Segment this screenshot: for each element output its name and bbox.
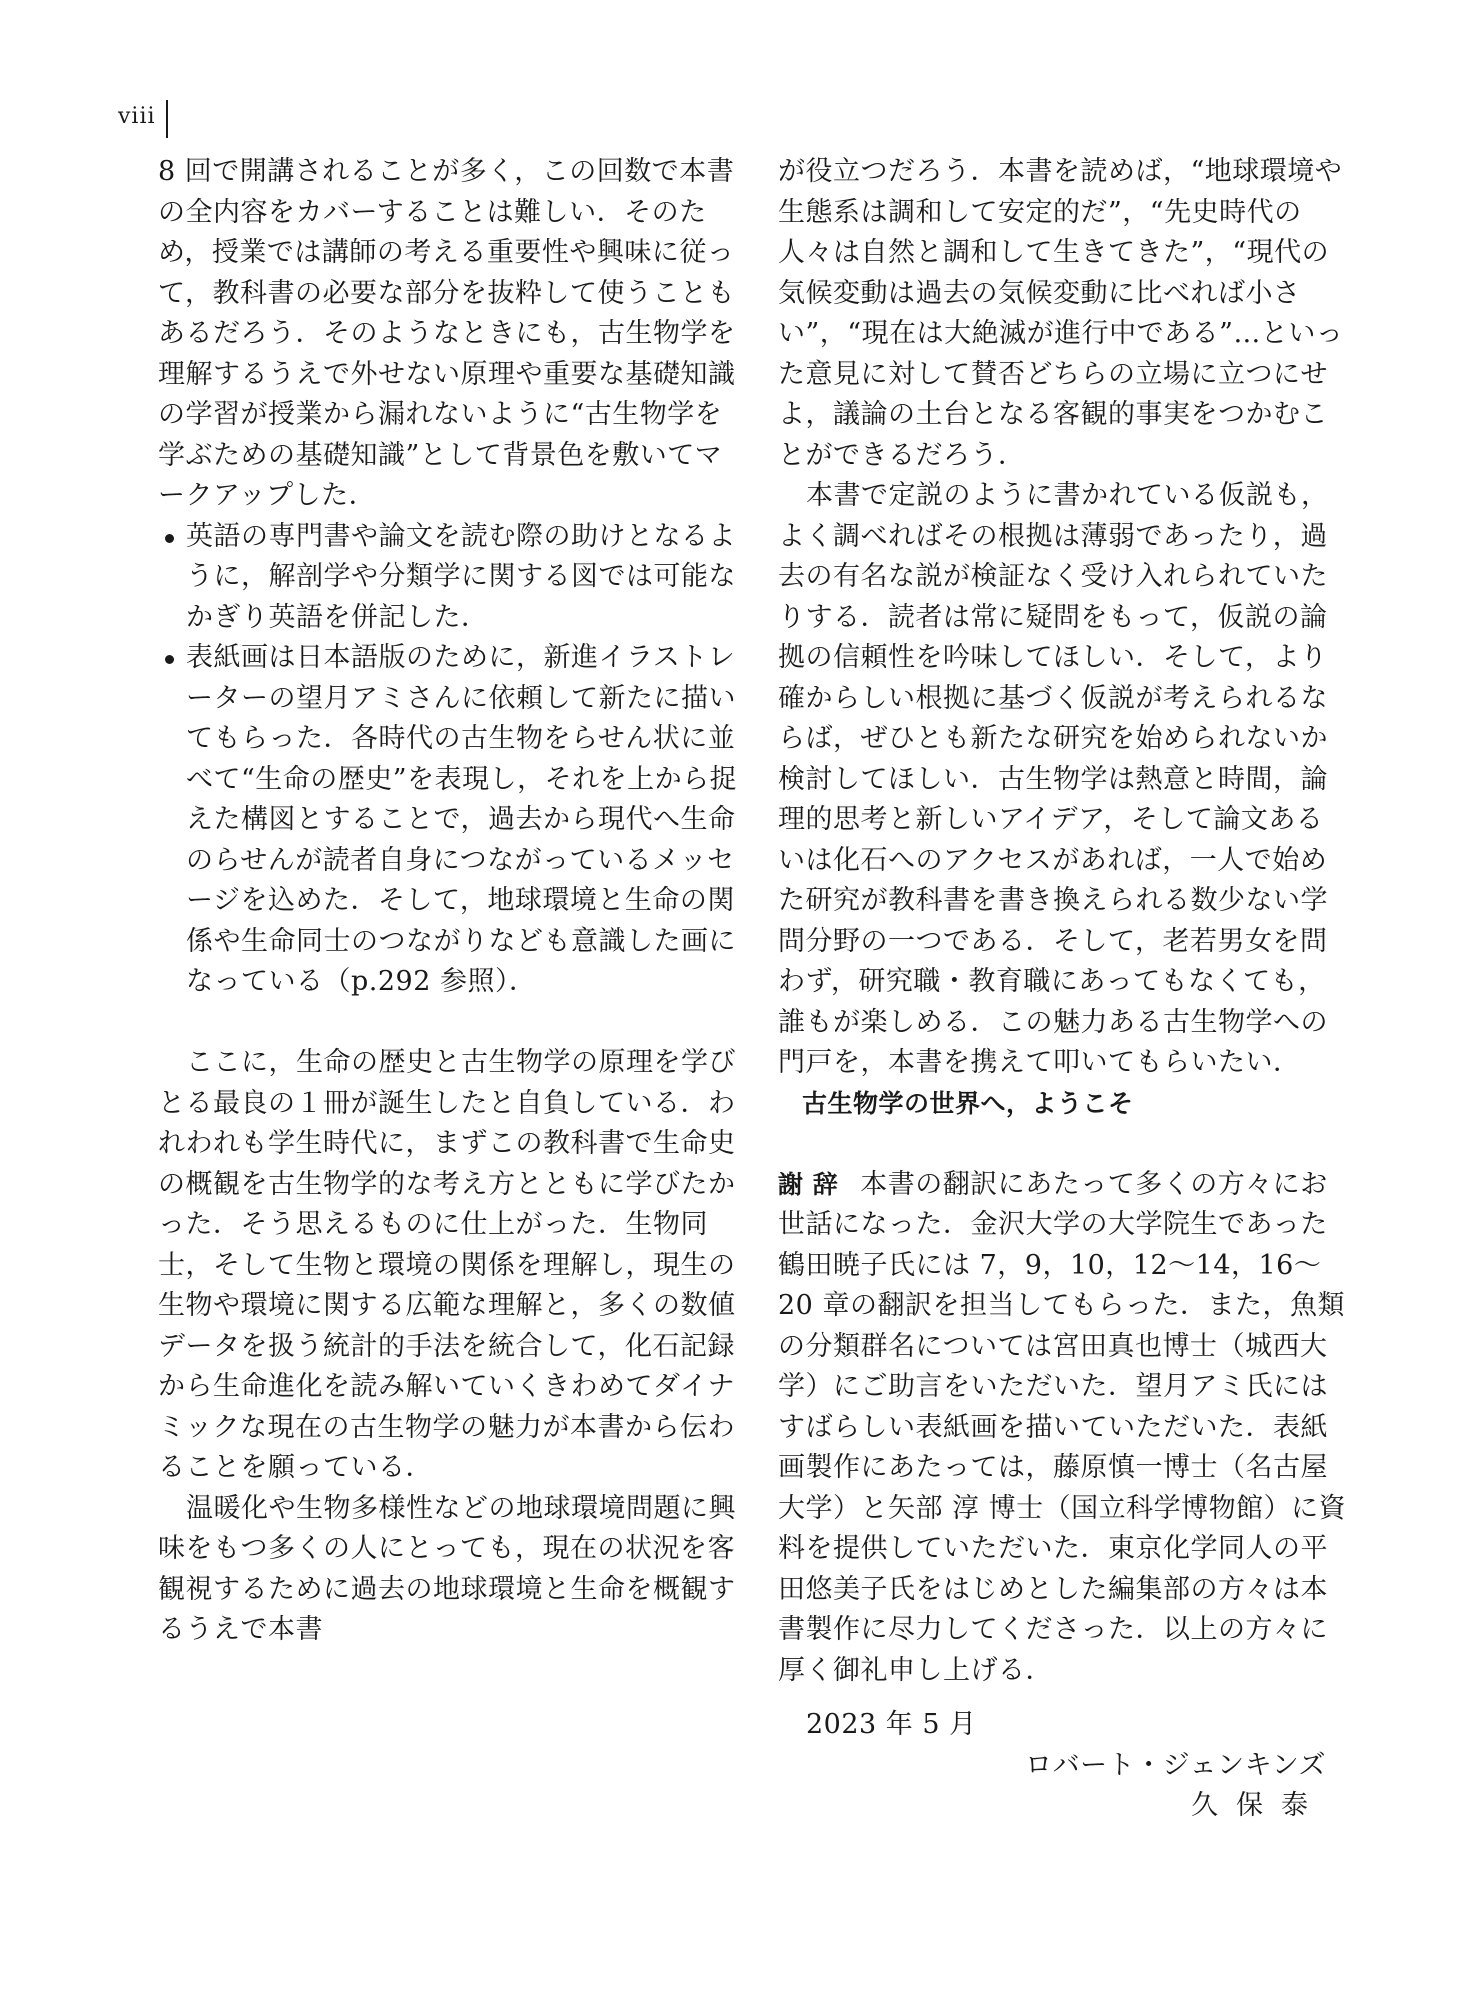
bullet-icon: [165, 534, 174, 543]
bullet-item-english: [158, 517, 738, 639]
bullet-item-cover: [158, 638, 738, 1003]
page-number-rule: [166, 100, 168, 138]
bullet-text: 英語の専門書や論文を読む際の助けとなるように，解剖学や分類学に関する図では可能なかぎり英語を併記した．: [186, 520, 736, 633]
right-para-2: 本書で定説のように書かれている仮説も，よく調べればその根拠は薄弱であったり，過去の有名な説が検証なく受け入れられていたりする．読者は常に疑問をもって，仮説の論拠の信頼性を吟味してほしい．そして，より確からしい根拠に基づく仮説が考えられるならば，ぜひとも新たな研究を始められないか検討してほしい．古生物学は熱意と時間，論理的思考と新しいアイデア，そして論文あるいは化石へのアクセスがあれば，一人で始めた研究が教科書を書き換えられる数少ない学問分野の一つである．そして，老若男女を問わず，研究職・教育職にあってもなくても，誰もが楽しめる．この魅力ある古生物学への門戸を，本書を携えて叩いてもらいたい．: [778, 480, 1329, 1078]
signature-author-1: ロバート・ジェンキンズ: [1025, 1749, 1326, 1781]
right-column: [778, 152, 1348, 1827]
left-para-continued: 8 回で開講されることが多く，この回数で本書の全内容をカバーすることは難しい．そのため，授業では講師の考える重要性や興味に従って，教科書の必要な部分を抜粋して使うこともあるだろう．そのようなときにも，古生物学を理解するうえで外せない原理や重要な基礎知識の学習が授業から漏れないように“古生物学を学ぶための基礎知識”として背景色を敷いてマークアップした．: [158, 156, 736, 511]
right-para-continued: が役立つだろう．本書を読めば，“地球環境や生態系は調和して安定的だ”，“先史時代の人々は自然と調和して生きてきた”，“現代の気候変動は過去の気候変動に比べれば小さい”，“現在は大絶滅が進行中である”…といった意見に対して賛否どちらの立場に立つにせよ，議論の土台となる客観的事実をつかむことができるだろう．: [778, 156, 1344, 471]
bullet-text: 表紙画は日本語版のために，新進イラストレーターの望月アミさんに依頼して新たに描いてもらった．各時代の古生物をらせん状に並べて“生命の歴史”を表現し，それを上から捉えた構図とすることで，過去から現代へ生命のらせんが読者自身につながっているメッセージを込めた．そして，地球環境と生命の関係や生命同士のつながりなども意識した画になっている（p.292 参照）．: [186, 642, 738, 997]
page-number: viii: [118, 104, 156, 129]
paragraph-gap: [158, 1003, 738, 1044]
welcome-line: 古生物学の世界へ，ようこそ: [802, 1088, 1134, 1118]
acknowledgments-body: 本書の翻訳にあたって多くの方々にお世話になった．金沢大学の大学院生であった鶴田暁子氏には 7，9，10，12～14，16～20 章の翻訳を担当してもらった．また，魚類の分類群名については宮田真也博士（城西大学）にご助言をいただいた．望月アミ氏にはすばらしい表紙画を描いていただいた．表紙画製作にあたっては，藤原慎一博士（名古屋大学）と矢部 淳 博士（国立科学博物館）に資料を提供していただいた．東京化学同人の平田悠美子氏をはじめとした編集部の方々は本書製作に尽力してくださった．以上の方々に厚く御礼申し上げる．: [778, 1168, 1347, 1686]
section-gap: [778, 1124, 1348, 1165]
acknowledgments-heading: 謝 辞: [778, 1169, 839, 1199]
left-column: [158, 152, 738, 1651]
acknowledgments: [778, 1165, 1348, 1692]
signature-author-2: 久保泰: [1191, 1790, 1326, 1821]
bullet-icon: [165, 655, 174, 664]
signature-date: 2023 年 5 月: [806, 1709, 977, 1740]
left-para-2: ここに，生命の歴史と古生物学の原理を学びとる最良の１冊が誕生したと自負している．われわれも学生時代に，まずこの教科書で生命史の概観を古生物学的な考え方とともに学びたかった．そう思えるものに仕上がった．生物同士，そして生物と環境の関係を理解し，現生の生物や環境に関する広範な理解と，多くの数値データを扱う統計的手法を統合して，化石記録から生命進化を読み解いていくきわめてダイナミックな現在の古生物学の魅力が本書から伝わることを願っている．: [158, 1047, 736, 1483]
left-para-3: 温暖化や生物多様性などの地球環境問題に興味をもつ多くの人にとっても，現在の状況を客観視するために過去の地球環境と生命を概観するうえで本書: [158, 1492, 736, 1645]
